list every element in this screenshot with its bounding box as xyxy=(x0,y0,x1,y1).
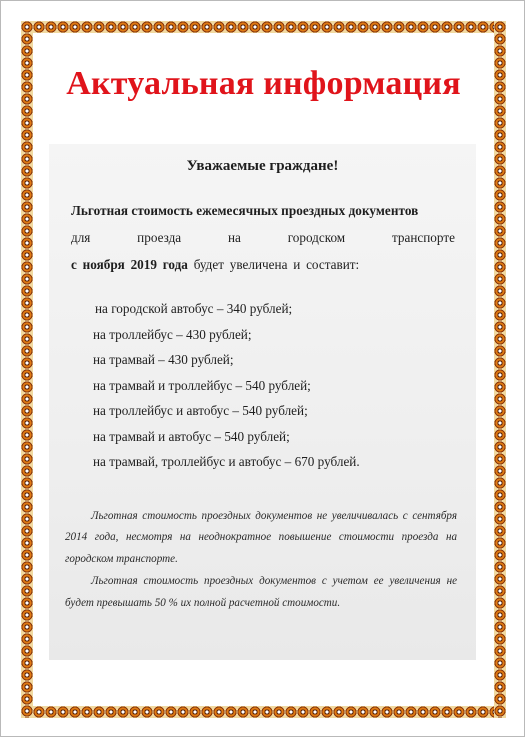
border-bottom xyxy=(21,706,506,718)
notice-intro xyxy=(71,197,455,278)
notice-title: Уважаемые граждане! xyxy=(186,158,339,174)
list-item: на троллейбус и автобус – 540 рублей; xyxy=(93,403,308,418)
intro-word: транспорте xyxy=(391,230,455,245)
list-item: на трамвай, троллейбус и автобус – 670 рублей. xyxy=(93,454,360,469)
intro-line-3 xyxy=(71,251,455,278)
intro-word: проезда xyxy=(137,230,182,245)
intro-line-1: Льготная стоимость ежемесячных проездных документов xyxy=(71,203,419,218)
intro-word: городском xyxy=(287,230,346,245)
intro-line-3-rest: будет увеличена и составит: xyxy=(187,257,360,272)
list-item: на троллейбус – 430 рублей; xyxy=(93,326,252,342)
intro-word: на xyxy=(227,230,241,245)
price-list xyxy=(93,296,433,475)
note-paragraph-1: Льготная стоимость проездных документов не увеличивалась с сентября 2014 года, несмотря на неоднократное повышение стоимости проезда на городском транспорте. xyxy=(65,510,457,565)
notice-notes xyxy=(65,506,457,614)
list-item: на трамвай и троллейбус – 540 рублей; xyxy=(93,377,311,393)
border-right xyxy=(494,21,506,718)
list-item: на трамвай – 430 рублей; xyxy=(93,352,234,367)
list-item: на городской автобус – 340 рублей; xyxy=(95,301,293,316)
intro-date: с ноября 2019 года xyxy=(71,257,188,272)
list-item: на трамвай и автобус – 540 рублей; xyxy=(93,428,290,444)
intro-line-2 xyxy=(71,224,455,251)
border-left xyxy=(21,21,33,718)
notice-sheet xyxy=(49,144,476,660)
intro-word: для xyxy=(71,230,91,245)
page-heading: Актуальная информация xyxy=(66,65,461,102)
note-paragraph-2: Льготная стоимость проездных документов с учетом ее увеличения не будет превышать 50 % их полной расчетной стоимости. xyxy=(65,575,457,609)
border-top xyxy=(21,21,506,33)
